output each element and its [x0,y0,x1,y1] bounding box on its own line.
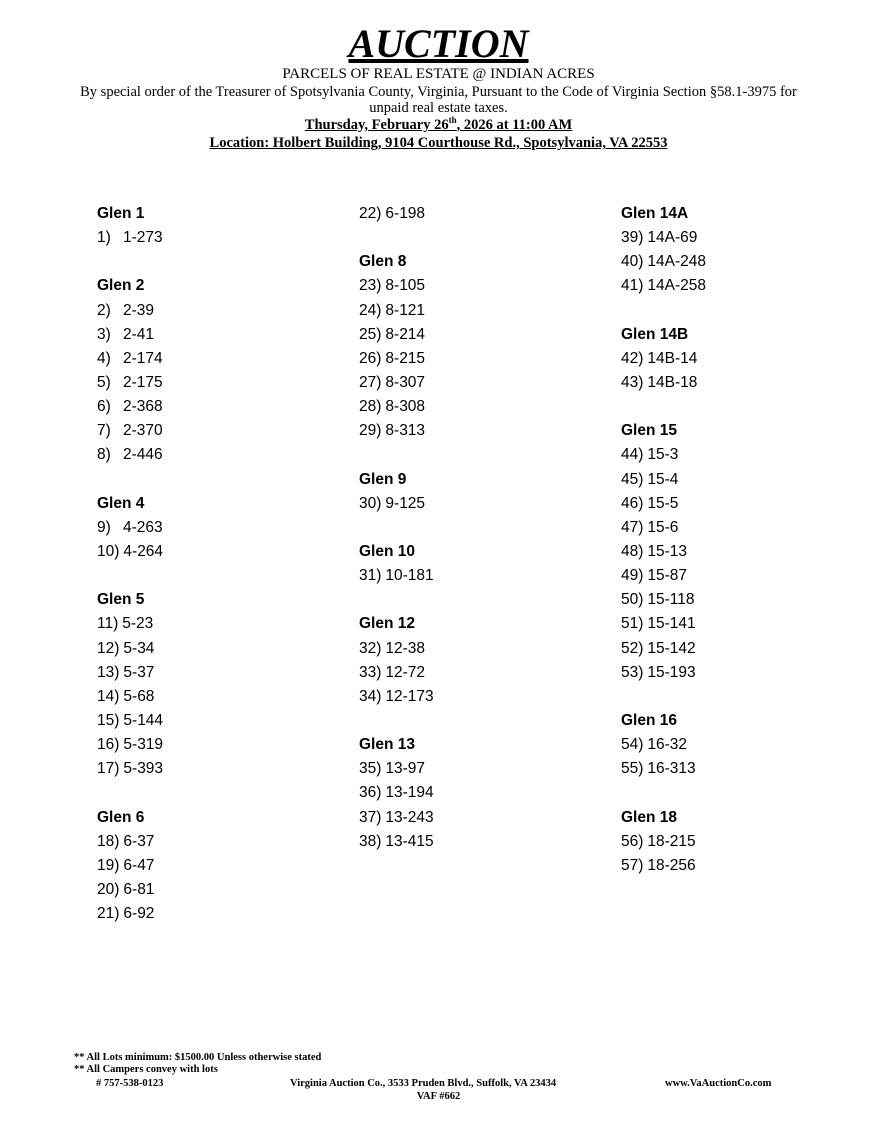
parcel-item [97,830,163,854]
parcel-item [359,757,434,781]
parcel-item [621,661,706,685]
parcel-item [621,250,706,274]
spacer-row [621,685,706,709]
parcel-number: 26) [359,349,382,367]
parcel-item [621,443,706,467]
glen-heading: Glen 14B [621,325,689,343]
parcel-lot: 2-41 [123,325,155,343]
parcel-lot: 15-118 [647,591,695,609]
glen-heading: Glen 16 [621,711,677,729]
parcel-lot: 16-32 [647,736,688,754]
parcel-lot: 8-308 [385,398,426,416]
parcel-item [97,902,163,926]
footer-company: Virginia Auction Co., 3533 Pruden Blvd., Suffolk, VA 23434 [290,1078,557,1089]
parcel-item [359,395,434,419]
parcel-number: 9) [97,518,111,536]
parcel-lot: 8-121 [385,301,426,319]
parcel-lot: 12-173 [385,687,434,705]
parcel-item [621,612,706,636]
parcel-number: 11) [97,615,119,633]
parcel-lot: 13-194 [385,784,434,802]
parcel-number: 52) [621,639,644,657]
parcel-item [97,226,163,250]
parcel-number: 6) [97,398,111,416]
parcel-lot: 8-307 [385,373,426,391]
spacer-row [621,781,706,805]
parcel-number: 2) [97,301,111,319]
parcel-item [621,492,706,516]
parcel-lot: 10-181 [385,567,434,585]
parcel-lot: 9-125 [385,494,426,512]
spacer-row [359,443,434,467]
auction-date-suffix: th [448,115,457,126]
parcel-number: 47) [621,518,644,536]
glen-heading: Glen 9 [359,470,407,488]
parcel-item [621,516,706,540]
parcel-item [97,443,163,467]
parcel-lot: 2-370 [123,422,163,440]
parcel-item [621,468,706,492]
parcel-item [359,781,434,805]
parcel-lot: 14A-258 [647,277,707,295]
parcel-lot: 12-38 [385,639,426,657]
glen-heading: Glen 18 [621,808,677,826]
parcel-item [621,830,706,854]
glen-heading: Glen 14A [621,205,689,222]
parcel-lot: 15-193 [647,663,696,681]
parcel-number: 22) [359,205,382,222]
parcel-number: 32) [359,639,382,657]
parcel-item [97,661,163,685]
parcel-lot: 15-6 [647,518,679,536]
parcel-lot: 15-5 [647,494,679,512]
parcel-item [97,612,163,636]
parcel-column-3 [621,202,706,878]
glen-heading: Glen 2 [97,277,145,295]
parcel-lot: 8-105 [385,277,426,295]
parcel-number: 18) [97,832,120,850]
parcel-lot: 6-198 [385,205,426,222]
parcel-lot: 5-23 [122,615,154,633]
parcel-item [97,347,163,371]
auction-date [0,117,877,134]
parcel-item [359,347,434,371]
parcel-lot: 8-215 [385,349,426,367]
parcel-item [97,516,163,540]
parcel-item [621,588,706,612]
parcel-number: 24) [359,301,382,319]
parcel-number: 56) [621,832,644,850]
parcel-number: 40) [621,253,644,271]
parcel-item [97,637,163,661]
glen-heading: Glen 8 [359,253,407,271]
parcel-lot: 1-273 [123,229,163,247]
parcel-number: 48) [621,542,644,560]
spacer-row [621,395,706,419]
parcel-number: 14) [97,687,120,705]
parcel-number: 30) [359,494,382,512]
parcel-number: 53) [621,663,644,681]
spacer-row [97,250,163,274]
parcel-number: 8) [97,446,111,464]
parcel-item [97,299,163,323]
parcel-item [97,733,163,757]
parcel-item [359,274,434,298]
auction-date-main: Thursday, February 26 [304,117,449,133]
parcel-item [97,854,163,878]
parcel-lot: 13-243 [385,808,434,826]
parcel-item [621,226,706,250]
glen-heading: Glen 6 [97,808,145,826]
parcel-item [359,323,434,347]
spacer-row [97,564,163,588]
parcel-lot: 14A-248 [647,253,707,271]
parcel-number: 51) [621,615,644,633]
parcel-item [97,757,163,781]
parcel-number: 34) [359,687,382,705]
parcel-lot: 6-81 [123,880,155,898]
parcel-lot: 5-68 [123,687,155,705]
parcel-lot: 6-92 [123,905,155,923]
footer-website: www.VaAuctionCo.com [665,1078,772,1089]
spacer-row [359,588,434,612]
footer-vaf: VAF #662 [416,1091,461,1102]
parcel-number: 17) [97,760,120,778]
parcel-number: 23) [359,277,382,295]
parcel-number: 25) [359,325,382,343]
auction-date-time: , 2026 at 11:00 AM [456,117,573,133]
parcel-number: 43) [621,373,644,391]
page-subtitle: PARCELS OF REAL ESTATE @ INDIAN ACRES [282,66,595,82]
parcel-lot: 12-72 [385,663,426,681]
parcel-number: 45) [621,470,644,488]
parcel-item [359,830,434,854]
parcel-lot: 15-87 [647,567,688,585]
parcel-lot: 2-446 [123,446,163,464]
parcel-item [359,685,434,709]
parcel-lot: 8-313 [385,422,426,440]
parcel-item [359,806,434,830]
parcel-lot: 16-313 [647,760,696,778]
parcel-number: 7) [97,422,111,440]
parcel-lot: 2-174 [123,349,163,367]
parcel-lot: 14A-69 [647,229,698,247]
parcel-number: 27) [359,373,382,391]
parcel-number: 57) [621,856,644,874]
parcel-item [97,540,163,564]
parcel-lot: 8-214 [385,325,426,343]
parcel-item [359,564,434,588]
parcel-number: 36) [359,784,382,802]
parcel-item [97,709,163,733]
page-title: AUCTION [348,21,529,66]
parcel-lot: 15-13 [647,542,688,560]
glen-heading: Glen 15 [621,422,677,440]
order-statement: By special order of the Treasurer of Spotsylvania County, Virginia, Pursuant to the Code of Virginia Section §58.1-3975 for unpaid real estate taxes. [80,84,797,116]
parcel-item [97,395,163,419]
parcel-item [97,878,163,902]
parcel-number: 55) [621,760,644,778]
parcel-number: 21) [97,905,120,923]
parcel-item [621,274,706,298]
spacer-row [97,468,163,492]
parcel-number: 50) [621,591,644,609]
parcel-lot: 2-368 [123,398,163,416]
parcel-lot: 18-215 [647,832,696,850]
parcel-number: 42) [621,349,644,367]
parcel-number: 28) [359,398,382,416]
parcel-number: 35) [359,760,382,778]
footer-note-campers: ** All Campers convey with lots [74,1064,218,1075]
parcel-lot: 5-37 [123,663,155,681]
parcel-number: 3) [97,325,111,343]
parcel-item [621,637,706,661]
parcel-item [97,419,163,443]
parcel-item [359,637,434,661]
parcel-lot: 13-415 [385,832,434,850]
spacer-row [359,516,434,540]
parcel-item [621,757,706,781]
parcel-column-1 [97,202,163,926]
parcel-item [621,371,706,395]
glen-heading: Glen 1 [97,205,145,222]
parcel-lot: 18-256 [647,856,696,874]
parcel-number: 1) [97,229,111,247]
glen-heading: Glen 12 [359,615,415,633]
parcel-number: 10) [97,542,120,560]
parcel-item [359,202,434,226]
glen-heading: Glen 5 [97,591,145,609]
parcel-item [359,492,434,516]
parcel-item [359,299,434,323]
glen-heading: Glen 10 [359,542,415,560]
parcel-item [621,854,706,878]
parcel-number: 31) [359,567,382,585]
parcel-lot: 5-144 [123,711,164,729]
parcel-lot: 14B-18 [647,373,698,391]
spacer-row [359,226,434,250]
parcel-number: 15) [97,711,120,729]
parcel-number: 29) [359,422,382,440]
parcel-number: 54) [621,736,644,754]
parcel-lot: 15-142 [647,639,696,657]
parcel-number: 41) [621,277,644,295]
parcel-lot: 5-34 [123,639,155,657]
parcel-number: 44) [621,446,644,464]
parcel-lot: 4-264 [123,542,164,560]
parcel-column-2 [359,202,434,854]
parcel-lot: 15-141 [647,615,696,633]
parcel-item [97,371,163,395]
parcel-number: 12) [97,639,120,657]
parcel-lot: 5-319 [123,736,164,754]
parcel-item [97,323,163,347]
parcel-item [621,564,706,588]
parcel-lot: 2-39 [123,301,155,319]
parcel-item [621,733,706,757]
parcel-item [359,419,434,443]
parcel-item [621,540,706,564]
spacer-row [621,299,706,323]
parcel-number: 19) [97,856,120,874]
footer-note-minimum: ** All Lots minimum: $1500.00 Unless otherwise stated [74,1052,322,1063]
parcel-number: 37) [359,808,382,826]
parcel-lot: 13-97 [385,760,426,778]
parcel-lot: 15-4 [647,470,679,488]
footer-phone: # 757-538-0123 [96,1078,164,1089]
spacer-row [97,781,163,805]
parcel-number: 20) [97,880,120,898]
spacer-row [359,709,434,733]
parcel-lot: 4-263 [123,518,163,536]
parcel-lot: 14B-14 [647,349,698,367]
parcel-lot: 2-175 [123,373,163,391]
parcel-lot: 15-3 [647,446,679,464]
parcel-number: 33) [359,663,382,681]
parcel-number: 49) [621,567,644,585]
parcel-number: 16) [97,736,120,754]
parcel-number: 39) [621,229,644,247]
parcel-lot: 6-37 [123,832,155,850]
parcel-number: 38) [359,832,382,850]
glen-heading: Glen 13 [359,736,415,754]
glen-heading: Glen 4 [97,494,145,512]
parcel-item [621,347,706,371]
parcel-number: 13) [97,663,120,681]
parcel-lot: 5-393 [123,760,164,778]
parcel-number: 46) [621,494,644,512]
parcel-number: 4) [97,349,111,367]
parcel-item [359,371,434,395]
parcel-item [97,685,163,709]
parcel-number: 5) [97,373,111,391]
parcel-item [359,661,434,685]
auction-location: Location: Holbert Building, 9104 Courthouse Rd., Spotsylvania, VA 22553 [209,135,668,151]
parcel-lot: 6-47 [123,856,155,874]
